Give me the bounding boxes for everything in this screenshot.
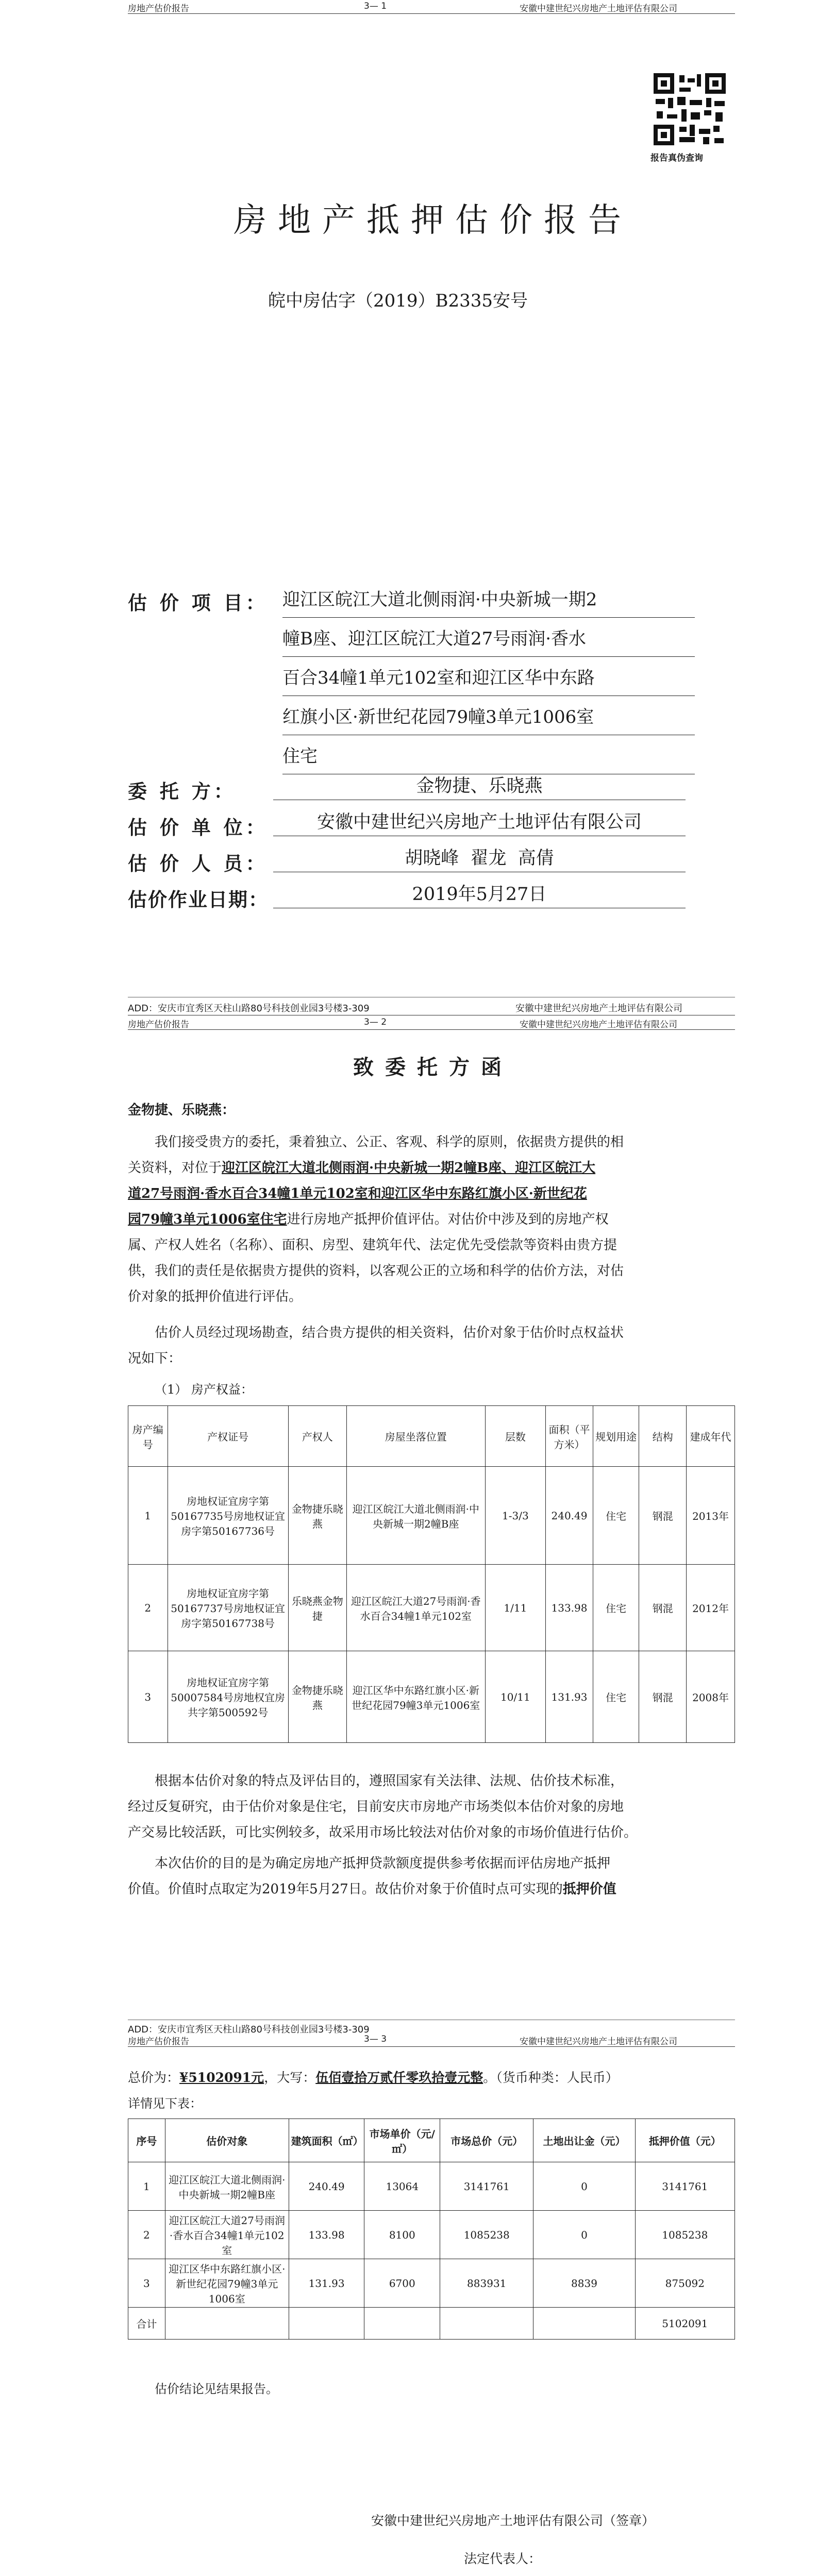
para3-line1: 根据本估价对象的特点及评估目的，遵照国家有关法律、法规、估价技术标准， bbox=[155, 1773, 624, 1789]
col-header: 房产编号 bbox=[128, 1406, 168, 1467]
report-title: 房地产抵押估价报告 bbox=[233, 201, 632, 240]
header-left: 房地产估价报告 bbox=[128, 1020, 189, 1030]
cell: 2012年 bbox=[687, 1565, 735, 1651]
property-rights-table bbox=[128, 1405, 735, 1743]
cell: 1 bbox=[128, 2162, 165, 2211]
cell bbox=[289, 2308, 364, 2340]
agency-value: 安徽中建世纪兴房地产土地评估有限公司 bbox=[273, 809, 686, 836]
cell: 钢混 bbox=[639, 1651, 687, 1743]
table-header-row bbox=[128, 2119, 735, 2162]
header-right: 安徽中建世纪兴房地产土地评估有限公司 bbox=[520, 1020, 677, 1030]
report-number: 皖中房估字（2019）B2335安号 bbox=[268, 291, 528, 311]
table-row bbox=[128, 2259, 735, 2308]
footer-company: 安徽中建世纪兴房地产土地评估有限公司 bbox=[515, 1003, 682, 1014]
total-label-cell: 合计 bbox=[128, 2308, 165, 2340]
signature-representative: 法定代表人： bbox=[464, 2551, 542, 2566]
col-header: 建筑面积（㎡） bbox=[289, 2119, 364, 2162]
cell: 住宅 bbox=[593, 1467, 639, 1565]
cell: 875092 bbox=[635, 2259, 734, 2308]
total-text: ，大写： bbox=[264, 2070, 316, 2085]
cell: 1-3/3 bbox=[485, 1467, 546, 1565]
col-header: 土地出让金（元） bbox=[533, 2119, 635, 2162]
cell: 0 bbox=[533, 2211, 635, 2259]
cell: 131.93 bbox=[546, 1651, 593, 1743]
footer-address: ADD：安庆市宜秀区天柱山路80号科技创业园3号楼3-309 bbox=[128, 1003, 370, 1014]
total-price-line bbox=[128, 2065, 619, 2091]
project-line-2: 幢B座、迎江区皖江大道27号雨润·香水 bbox=[282, 621, 695, 657]
total-label: 总价为： bbox=[128, 2070, 180, 2085]
mortgage-value-label: 抵押价值 bbox=[562, 1882, 616, 1897]
cell: 2 bbox=[128, 1565, 168, 1651]
cell: 2 bbox=[128, 2211, 165, 2259]
para1-line4 bbox=[128, 1207, 609, 1232]
table-row bbox=[128, 2211, 735, 2259]
para1-text: 进行房地产抵押价值评估。对估价中涉及到的房地产权 bbox=[287, 1212, 609, 1227]
para3-line2: 经过反复研究，由于估价对象是住宅，目前安庆市房地产市场类似本估价对象的房地 bbox=[128, 1799, 624, 1815]
para4-line2 bbox=[128, 1876, 616, 1902]
client-value: 金物捷、乐晓燕 bbox=[273, 773, 686, 800]
para4-text: 价值。价值时点取定为2019年5月27日。故估价对象于价值时点可实现的 bbox=[128, 1882, 563, 1897]
header-right: 安徽中建世纪兴房地产土地评估有限公司 bbox=[520, 2037, 677, 2047]
col-header: 产权人 bbox=[288, 1406, 346, 1467]
table-header-row bbox=[128, 1406, 735, 1467]
para1-text: 关资料，对位于 bbox=[128, 1160, 222, 1176]
conclusion-note: 估价结论见结果报告。 bbox=[155, 2382, 278, 2396]
letter-title: 致委托方函 bbox=[353, 1055, 513, 1079]
para3-line3: 产交易比较活跃，可比实例较多，故采用市场比较法对估价对象的市场价值进行估价。 bbox=[128, 1825, 638, 1840]
header-page-number: 3— 2 bbox=[364, 1017, 387, 1027]
currency-note: 。（货币种类：人民币） bbox=[483, 2070, 619, 2085]
cell: 1 bbox=[128, 1467, 168, 1565]
cell: 131.93 bbox=[289, 2259, 364, 2308]
table-row bbox=[128, 1651, 735, 1743]
property-address-cont: 道27号雨润·香水百合34幢1单元102室和迎江区华中东路红旗小区·新世纪花 bbox=[128, 1186, 587, 1201]
subsection-title: （1） 房产权益： bbox=[155, 1382, 253, 1397]
cell: 0 bbox=[533, 2162, 635, 2211]
cell: 房地权证宜房字第50167735号房地权证宜房字第50167736号 bbox=[168, 1467, 288, 1565]
cell: 迎江区皖江大道北侧雨润·中央新城一期2幢B座 bbox=[346, 1467, 485, 1565]
table-row bbox=[128, 2162, 735, 2211]
header-page-number: 3— 3 bbox=[364, 2034, 387, 2044]
cell: 迎江区华中东路红旗小区·新世纪花园79幢3单元1006室 bbox=[346, 1651, 485, 1743]
table-row bbox=[128, 1565, 735, 1651]
cell: 2008年 bbox=[687, 1651, 735, 1743]
col-header: 面积（平方米） bbox=[546, 1406, 593, 1467]
valuers-value: 胡晓峰 翟龙 高倩 bbox=[273, 845, 686, 872]
total-amount-words: 伍佰壹拾万贰仟零玖拾壹元整 bbox=[315, 2070, 483, 2085]
table-row bbox=[128, 1467, 735, 1565]
salutation: 金物捷、乐晓燕： bbox=[128, 1103, 236, 1118]
cell: 240.49 bbox=[546, 1467, 593, 1565]
property-address-end: 园79幢3单元1006室住宅 bbox=[128, 1212, 287, 1227]
cell: 133.98 bbox=[289, 2211, 364, 2259]
cell: 10/11 bbox=[485, 1651, 546, 1743]
cell: 8839 bbox=[533, 2259, 635, 2308]
cell bbox=[364, 2308, 440, 2340]
cell: 883931 bbox=[440, 2259, 533, 2308]
cell bbox=[440, 2308, 533, 2340]
cell: 13064 bbox=[364, 2162, 440, 2211]
cell: 迎江区皖江大道北侧雨润·中央新城一期2幢B座 bbox=[165, 2162, 289, 2211]
para1-line6: 供，我们的责任是依据贵方提供的资料，以客观公正的立场和科学的估价方法，对估 bbox=[128, 1263, 624, 1279]
cell: 金物捷乐晓燕 bbox=[288, 1651, 346, 1743]
col-header: 层数 bbox=[485, 1406, 546, 1467]
cell: 3141761 bbox=[635, 2162, 734, 2211]
client-label: 委 托 方： bbox=[128, 781, 236, 803]
signature-company: 安徽中建世纪兴房地产土地评估有限公司（签章） bbox=[371, 2513, 655, 2528]
header-rule bbox=[128, 1029, 735, 1030]
cell: 迎江区华中东路红旗小区·新世纪花园79幢3单元1006室 bbox=[165, 2259, 289, 2308]
cell bbox=[165, 2308, 289, 2340]
col-header: 市场总价（元） bbox=[440, 2119, 533, 2162]
header-rule bbox=[128, 13, 735, 14]
total-value-cell: 5102091 bbox=[635, 2308, 734, 2340]
qr-caption: 报告真伪查询 bbox=[650, 153, 703, 163]
para4-line1: 本次估价的目的是为确定房地产抵押贷款额度提供参考依据而评估房地产抵押 bbox=[155, 1856, 611, 1871]
valuers-label: 估 价 人 员： bbox=[128, 853, 268, 875]
cell: 3 bbox=[128, 1651, 168, 1743]
header-left: 房地产估价报告 bbox=[128, 2037, 189, 2047]
cell: 1/11 bbox=[485, 1565, 546, 1651]
header-left: 房地产估价报告 bbox=[128, 4, 189, 14]
col-header: 建成年代 bbox=[687, 1406, 735, 1467]
agency-label: 估 价 单 位： bbox=[128, 817, 268, 839]
cell bbox=[533, 2308, 635, 2340]
col-header: 序号 bbox=[128, 2119, 165, 2162]
cell: 迎江区皖江大道27号雨润·香水百合34幢1单元102室 bbox=[346, 1565, 485, 1651]
header-rule bbox=[128, 2046, 735, 2047]
col-header: 结构 bbox=[639, 1406, 687, 1467]
cell: 133.98 bbox=[546, 1565, 593, 1651]
cell: 金物捷乐晓燕 bbox=[288, 1467, 346, 1565]
col-header: 房屋坐落位置 bbox=[346, 1406, 485, 1467]
col-header: 估价对象 bbox=[165, 2119, 289, 2162]
para1-line1: 我们接受贵方的委托，秉着独立、公正、客观、科学的原则，依据贵方提供的相 bbox=[155, 1134, 624, 1150]
qr-code-icon[interactable] bbox=[654, 73, 726, 145]
project-line-3: 百合34幢1单元102室和迎江区华中东路 bbox=[282, 660, 695, 696]
col-header: 市场单价（元/㎡） bbox=[364, 2119, 440, 2162]
cell: 2013年 bbox=[687, 1467, 735, 1565]
cell: 1085238 bbox=[440, 2211, 533, 2259]
cell: 钢混 bbox=[639, 1565, 687, 1651]
total-amount: ¥5102091元 bbox=[179, 2070, 264, 2085]
valuation-table bbox=[128, 2119, 735, 2340]
cell: 房地权证宜房字第50167737号房地权证宜房字第50167738号 bbox=[168, 1565, 288, 1651]
cell: 8100 bbox=[364, 2211, 440, 2259]
date-label: 估价作业日期： bbox=[128, 889, 269, 911]
para1-line7: 价对象的抵押价值进行评估。 bbox=[128, 1289, 303, 1304]
footer-address: ADD：安庆市宜秀区天柱山路80号科技创业园3号楼3-309 bbox=[128, 2024, 370, 2035]
cell: 房地权证宜房字第50007584号房地权宜房共字第500592号 bbox=[168, 1651, 288, 1743]
col-header: 规划用途 bbox=[593, 1406, 639, 1467]
table-total-row bbox=[128, 2308, 735, 2340]
cell: 6700 bbox=[364, 2259, 440, 2308]
date-value: 2019年5月27日 bbox=[273, 881, 686, 908]
project-label: 估 价 项 目： bbox=[128, 592, 268, 614]
cell: 240.49 bbox=[289, 2162, 364, 2211]
project-line-5: 住宅 bbox=[282, 739, 695, 774]
cell: 3 bbox=[128, 2259, 165, 2308]
cell: 3141761 bbox=[440, 2162, 533, 2211]
para1-line5: 属、产权人姓名（名称）、面积、房型、建筑年代、法定优先受偿款等资料由贵方提 bbox=[128, 1238, 617, 1253]
header-right: 安徽中建世纪兴房地产土地评估有限公司 bbox=[520, 4, 677, 14]
col-header: 抵押价值（元） bbox=[635, 2119, 734, 2162]
para1-line2 bbox=[128, 1155, 736, 1181]
cell: 钢混 bbox=[639, 1467, 687, 1565]
header-page-number: 3— 1 bbox=[364, 1, 387, 11]
para2-line2: 况如下： bbox=[128, 1351, 182, 1366]
project-line-4: 红旗小区·新世纪花园79幢3单元1006室 bbox=[282, 700, 695, 735]
cell: 住宅 bbox=[593, 1565, 639, 1651]
col-header: 产权证号 bbox=[168, 1406, 288, 1467]
para2-line1: 估价人员经过现场勘查，结合贵方提供的相关资料，估价对象于估价时点权益状 bbox=[155, 1325, 624, 1341]
property-address: 迎江区皖江大道北侧雨润·中央新城一期2幢B座、迎江区皖江大 bbox=[222, 1160, 596, 1176]
cell: 乐晓燕金物捷 bbox=[288, 1565, 346, 1651]
cell: 迎江区皖江大道27号雨润·香水百合34幢1单元102室 bbox=[165, 2211, 289, 2259]
cell: 1085238 bbox=[635, 2211, 734, 2259]
detail-intro: 详情见下表： bbox=[128, 2096, 202, 2111]
project-line-1: 迎江区皖江大道北侧雨润·中央新城一期2 bbox=[282, 582, 695, 618]
cell: 住宅 bbox=[593, 1651, 639, 1743]
